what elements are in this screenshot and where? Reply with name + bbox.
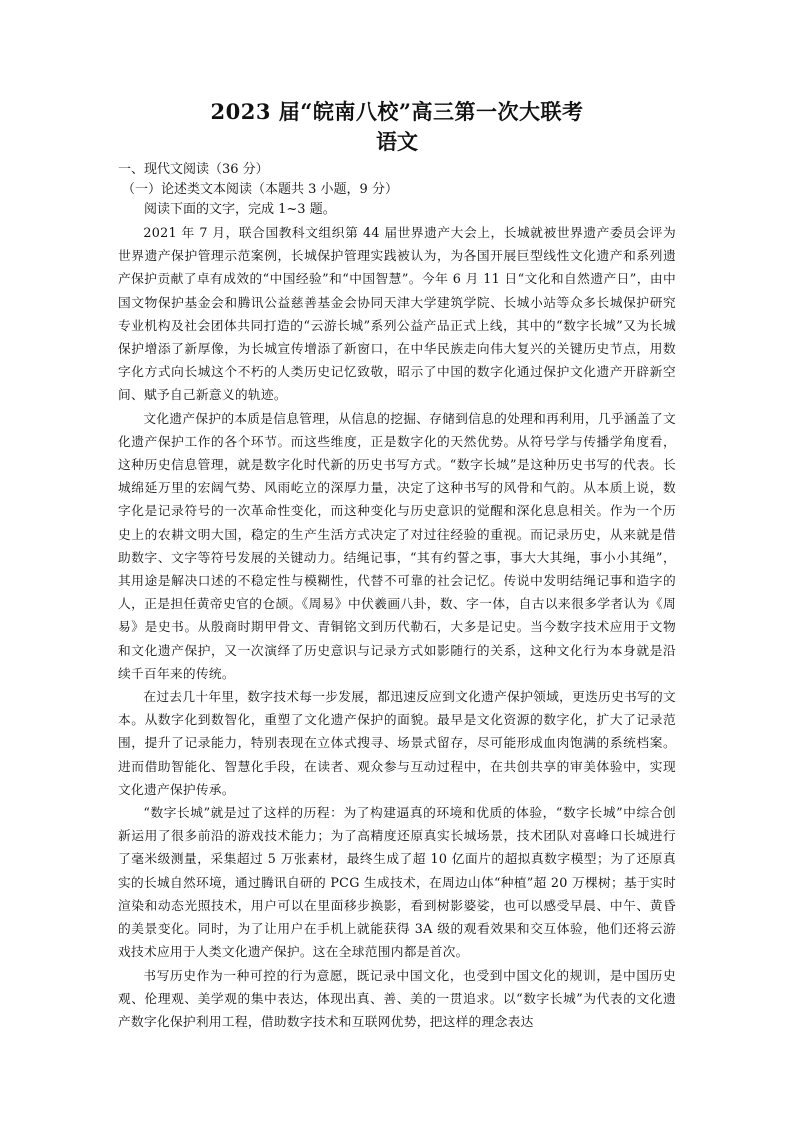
article-paragraph: “数字长城”就是过了这样的历程：为了构建逼真的环境和优质的体验，“数字长城”中综合创新运用了很多前沿的游戏技术能力；为了高精度还原真实长城场景，技术团队对喜峰口长城进行了毫米级测量，采集超过 5 万张素材，最终生成了超 10 亿面片的超拟真数字模型；为了还原真实的长城自然环境，通过腾讯自研的 PCG 生成技术，在周边山体“种植”超 20 万棵树；基于实时渲染和动态光照技术，用户可以在里面移步换影，看到树影婆娑，也可以感受早晨、中午、黄昏的美景变化。同时，为了让用户在手机上就能获得 3A 级的观看效果和交互体验，他们还将云游戏技术应用于人类文化遗产保护。这在全球范围内都是首次。 [118, 805, 676, 960]
article-paragraph: 在过去几十年里，数字技术每一步发展，都迅速反应到文化遗产保护领域，更迭历史书写的文本。从数字化到数智化，重塑了文化遗产保护的面貌。最早是文化资源的数字化，扩大了记录范围，提升了记录能力，特别表现在立体式搜寻、场景式留存，尽可能形成血肉饱满的系统档案。进而借助智能化、智慧化手段，在读者、观众参与互动过程中，在共创共享的审美体验中，实现文化遗产保护传承。 [118, 689, 676, 797]
article-paragraph: 2021 年 7 月，联合国教科文组织第 44 届世界遗产大会上，长城就被世界遗产委员会评为世界遗产保护管理示范案例，长城保护管理实践被认为，为各国开展巨型线性文化遗产和系列遗产保护贡献了卓有成效的“中国经验”和“中国智慧”。今年 6 月 11 日“文化和自然遗产日”，由中国文物保护基金会和腾讯公益慈善基金会协同天津大学建筑学院、长城小站等众多长城保护研究专业机构及社会团体共同打造的“云游长城”系列公益产品正式上线，其中的“数字长城”又为长城保护增添了新厚像，为长城宣传增添了新窗口，在中华民族走向伟大复兴的关键历史节点，用数字化方式向长城这个不朽的人类历史记忆致敬，昭示了中国的数字化通过保护文化遗产开辟新空间、赋予自己新意义的轨迹。 [118, 225, 676, 403]
reading-instruction: 阅读下面的文字，完成 1~3 题。 [144, 202, 336, 217]
subsection-heading: （一）论述类文本阅读（本题共 3 小题，9 分） [122, 182, 398, 197]
article-body [118, 221, 676, 1033]
subject-title: 语文 [376, 129, 418, 154]
article-paragraph: 书写历史作为一种可控的行为意愿，既记录中国文化，也受到中国文化的规训，是中国历史观、伦理观、美学观的集中表达，体现出真、善、美的一贯追求。以“数字长城”为代表的文化遗产数字化保护利用工程，借助数字技术和互联网优势，把这样的理念表达 [118, 967, 676, 1029]
section-heading: 一、现代文阅读（36 分） [118, 162, 269, 177]
article-paragraph: 文化遗产保护的本质是信息管理，从信息的挖掘、存储到信息的处理和再利用，几乎涵盖了文化遗产保护工作的各个环节。而这些维度，正是数字化的天然优势。从符号学与传播学角度看，这种历史信息管理，就是数字化时代新的历史书写方式。“数字长城”是这种历史书写的代表。长城绵延万里的宏阔气势、风雨屹立的深厚力量，决定了这种书写的风骨和气韵。从本质上说，数字化是记录符号的一次革命性变化，而这种变化与历史意识的觉醒和深化息息相关。作为一个历史上的农耕文明大国，稳定的生产生活方式决定了对过往经验的重视。而记录历史，从来就是借助数字、文字等符号发展的关键动力。结绳记事，“其有约誓之事，事大大其绳，事小小其绳”，其用途是解决口述的不稳定性与模糊性，代替不可靠的社会记忆。传说中发明结绳记事和造字的人，正是担任黄帝史官的仓颉。《周易》中伏羲画八卦，数、字一体，自古以来很多学者认为《周易》是史书。从殷商时期甲骨文、青铜铭文到历代勒石，大多是记史。当今数字技术应用于文物和文化遗产保护，又一次演绎了历史意识与记录方式如影随行的关系，这种文化行为本身就是沿续千百年来的传统。 [118, 410, 676, 681]
exam-title: 2023 届“皖南八校”高三第一次大联考 [210, 99, 584, 124]
